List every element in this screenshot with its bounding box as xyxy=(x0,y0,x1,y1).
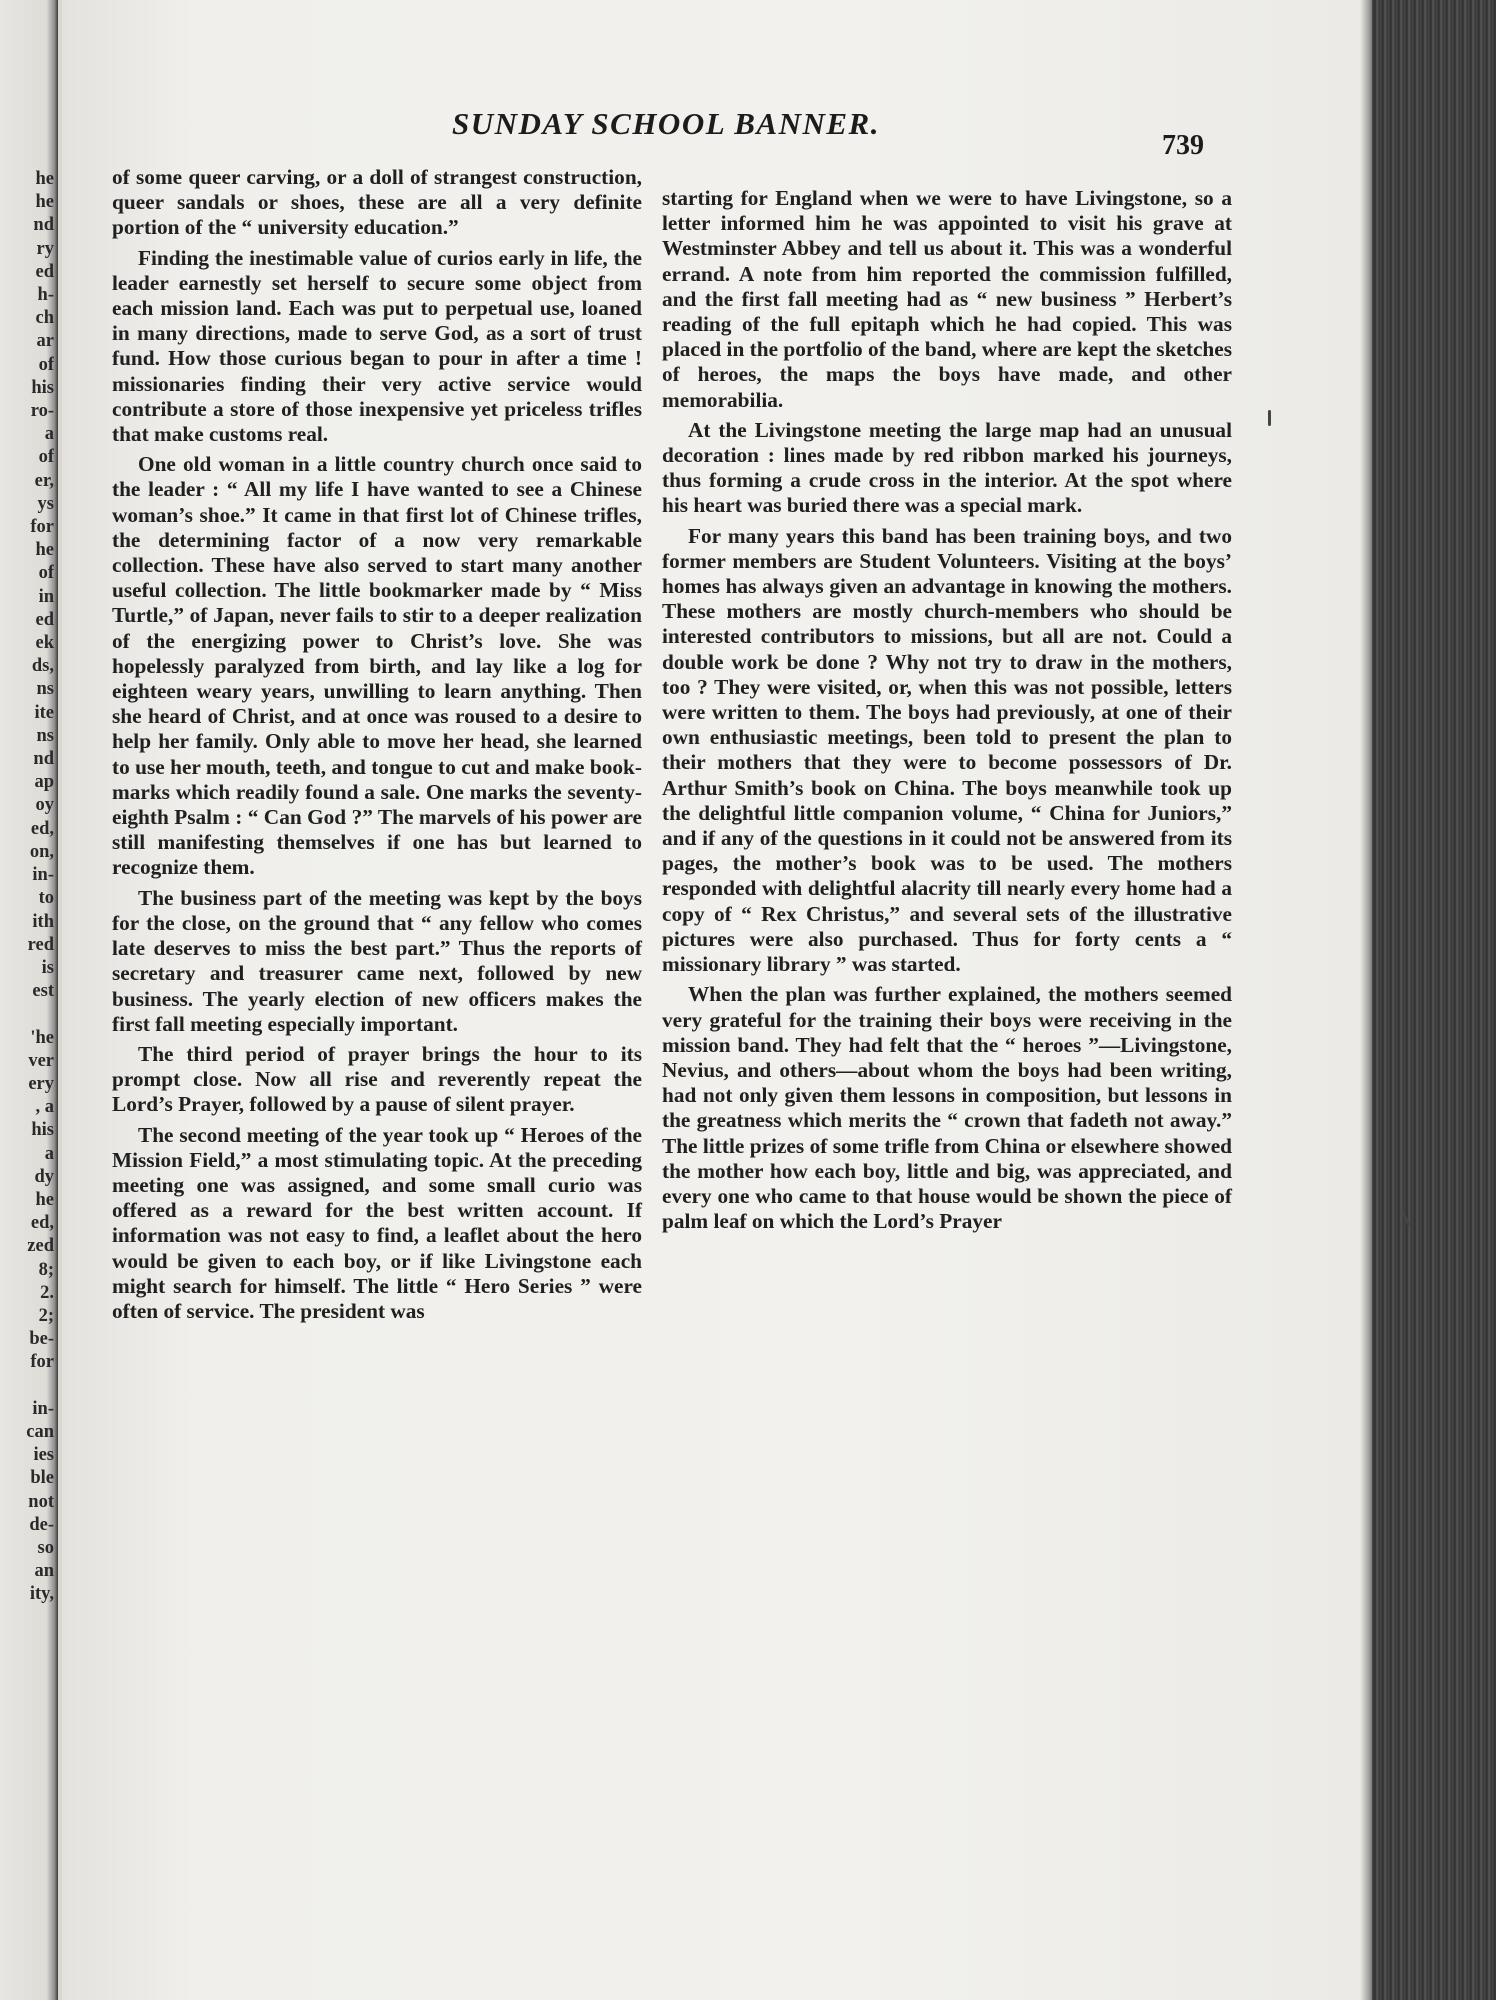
margin-fragment: ro- xyxy=(30,401,54,422)
left-paragraph-3: One old woman in a little country church once said to the leader : “ All my life I have wanted to see a Chinese woman’s shoe.” It came in that first lot of Chinese trifles, the determining factor of a now very remarkable collection. These have also served to start many another useful collection. The little bookmarker made by “ Miss Turtle,” of Japan, never fails to stir to a deeper realization of the energizing power to Christ’s love. She was hopelessly paralyzed from birth, and lay like a log for eighteen weary years, unwilling to learn anything. Then she heard of Christ, and at once was roused to a desire to help her family. Only able to move her head, she learned to use her mouth, teeth, and tongue to cut and make book-marks which readily found a sale. One marks the seventy-eighth Psalm : “ Can God ?” The marvels of his power are still manifesting themselves if one has but learned to recognize them. xyxy=(112,452,642,880)
right-column xyxy=(662,186,1232,1239)
margin-fragment: ith xyxy=(32,911,54,932)
margin-fragment: be- xyxy=(29,1329,54,1350)
previous-page-margin xyxy=(0,0,58,2000)
margin-fragment: ap xyxy=(34,772,54,793)
margin-fragment: ry xyxy=(36,238,54,259)
right-paragraph-1: starting for England when we were to have Livingstone, so a letter informed him he was appointed to visit his grave at Westminster Abbey and tell us about it. This was a wonderful errand. A note from him reported the commission fulfilled, and the first fall meeting had as “ new business ” Herbert’s reading of the full epitaph which he had copied. This was placed in the portfolio of the band, where are kept the sketches of heroes, the maps the boys have made, and other memorabilia. xyxy=(662,186,1232,412)
margin-fragment: ite xyxy=(34,702,54,723)
left-paragraph-5: The third period of prayer brings the hour to its prompt close. Now all rise and reverently repeat the Lord’s Prayer, followed by a pause of silent prayer. xyxy=(112,1041,642,1117)
margin-fragment: zed xyxy=(27,1236,54,1257)
margin-fragment: for xyxy=(30,1352,54,1373)
margin-fragment: 8; xyxy=(38,1259,54,1280)
margin-fragment: ek xyxy=(35,633,54,654)
margin-fragment: est xyxy=(32,981,54,1002)
left-paragraph-1: of some queer carving, or a doll of strangest construction, queer sandals or shoes, these are all a very definite portion of the “ university education.” xyxy=(112,165,642,240)
book-spine-edge xyxy=(1372,0,1496,2000)
margin-fragment: ies xyxy=(33,1445,54,1466)
right-paragraph-2: At the Livingstone meeting the large map had an unusual decoration : lines made by red ribbon marked his journeys, thus forming a crude cross in the interior. At the spot where his heart was buried there was a special mark. xyxy=(662,417,1232,518)
margin-fragment: of xyxy=(38,447,54,468)
margin-fragment: ity, xyxy=(29,1584,54,1605)
margin-fragment: so xyxy=(37,1537,54,1558)
margin-fragment: h- xyxy=(37,285,54,306)
margin-fragment: in- xyxy=(32,1398,54,1419)
margin-fragment: of xyxy=(38,354,54,375)
margin-fragment: ed, xyxy=(30,818,54,839)
margin-fragment: his xyxy=(31,1120,54,1141)
margin-fragment: oy xyxy=(35,795,54,816)
margin-fragment: for xyxy=(30,517,54,538)
margin-fragment: de- xyxy=(29,1514,54,1535)
margin-fragment: ed, xyxy=(30,1213,54,1234)
margin-fragment: nd xyxy=(33,215,54,236)
margin-fragment: ns xyxy=(36,725,54,746)
margin-fragment: is xyxy=(41,957,54,978)
margin-fragment: his xyxy=(31,377,54,398)
margin-fragment: dy xyxy=(34,1166,54,1187)
margin-fragment: red xyxy=(27,934,54,955)
margin-fragment: he xyxy=(35,1189,54,1210)
margin-fragment: an xyxy=(34,1561,54,1582)
margin-fragment: ver xyxy=(28,1050,54,1071)
previous-page-text-fragments xyxy=(0,168,54,1607)
left-paragraph-4: The business part of the meeting was kept by the boys for the close, on the ground that “ any fellow who comes late deserves to miss the best part.” Thus the reports of secretary and treasurer came next, followed by new business. The yearly election of new officers makes the first fall meeting especially important. xyxy=(112,885,642,1036)
running-head: SUNDAY SCHOOL BANNER. xyxy=(452,106,880,141)
margin-fragment: a xyxy=(44,424,54,445)
right-paragraph-4: When the plan was further explained, the mothers seemed very grateful for the training their boys were receiving in the mission band. They had felt that the “ heroes ”—Livingstone, Nevius, and others—about whom the boys had been writing, had not only given them lessons in composition, but lessons in the greatness which merits the “ crown that fadeth not away.” The little prizes of some trifle from China or elsewhere showed the mother how each boy, little and big, was appreciated, and every one who came to that house would be shown the piece of palm leaf on which the Lord’s Prayer xyxy=(662,982,1232,1234)
left-column xyxy=(112,165,642,1329)
margin-fragment: ed xyxy=(35,261,54,282)
margin-fragment: ery xyxy=(28,1073,54,1094)
margin-fragment: nd xyxy=(33,749,54,770)
margin-fragment: he xyxy=(35,169,54,189)
margin-fragment: of xyxy=(38,563,54,584)
margin-fragment: not xyxy=(28,1491,54,1512)
right-paragraph-3: For many years this band has been training boys, and two former members are Student Volunteers. Visiting at the boys’ homes has always given an advantage in knowing the mothers. These mothers are mostly church-members who should be interested contributors to missions, but all are not. Could a double work be done ? Why not try to draw in the mothers, too ? They were visited, or, when this was not possible, letters were written to them. The boys had previously, at one of their own enthusiastic meetings, been told to present the plan to their mothers that they were to become possessors of Dr. Arthur Smith’s book on China. The boys meanwhile took up the delightful little companion volume, “ China for Juniors,” and if any of the questions in it could not be answered from its pages, the mother’s book was to be used. The mothers responded with delightful alacrity till nearly every home had a copy of “ Rex Christus,” and several sets of the illustrative pictures were also purchased. Thus for forty cents a “ missionary library ” was started. xyxy=(662,523,1232,977)
margin-fragment: ch xyxy=(35,308,54,329)
margin-fragment: ns xyxy=(36,679,54,700)
margin-fragment: can xyxy=(26,1421,54,1442)
margin-fragment: he xyxy=(35,192,54,213)
left-paragraph-2: Finding the inestimable value of curios early in life, the leader earnestly set herself to secure some object from each mission land. Each was put to perpetual use, loaned in many directions, made to serve God, as a sort of trust fund. How those curious began to pour in after a time ! missionaries finding their very active service would contribute a store of those inexpensive yet priceless trifles that make customs real. xyxy=(112,245,642,447)
margin-fragment: er, xyxy=(34,470,54,491)
margin-fragment: 2. xyxy=(40,1282,54,1303)
margin-fragment: he xyxy=(35,540,54,561)
scan-speck xyxy=(1268,410,1271,426)
margin-fragment: a xyxy=(44,1143,54,1164)
margin-fragment: 2; xyxy=(38,1305,54,1326)
margin-fragment: ble xyxy=(30,1468,54,1489)
left-paragraph-6: The second meeting of the year took up “ Heroes of the Mission Field,” a most stimulating topic. At the preceding meeting one was assigned, and some small curio was offered as a reward for the best written account. If information was not easy to find, a leaflet about the hero would be given to each boy, or if like Livingstone each might search for himself. The little “ Hero Series ” were often of service. The president was xyxy=(112,1122,642,1323)
margin-fragment xyxy=(0,1003,54,1026)
margin-fragment: on, xyxy=(29,841,54,862)
margin-fragment: to xyxy=(38,888,54,909)
margin-fragment: ed xyxy=(35,609,54,630)
page-number: 739 xyxy=(1162,130,1204,161)
margin-fragment: ds, xyxy=(31,656,54,677)
margin-fragment: ys xyxy=(37,493,54,514)
margin-fragment: , a xyxy=(35,1097,54,1118)
margin-fragment: in xyxy=(38,586,54,607)
margin-fragment xyxy=(0,1375,54,1398)
margin-fragment: 'he xyxy=(30,1027,54,1048)
margin-fragment: in- xyxy=(32,865,54,886)
margin-fragment: ar xyxy=(36,331,54,352)
